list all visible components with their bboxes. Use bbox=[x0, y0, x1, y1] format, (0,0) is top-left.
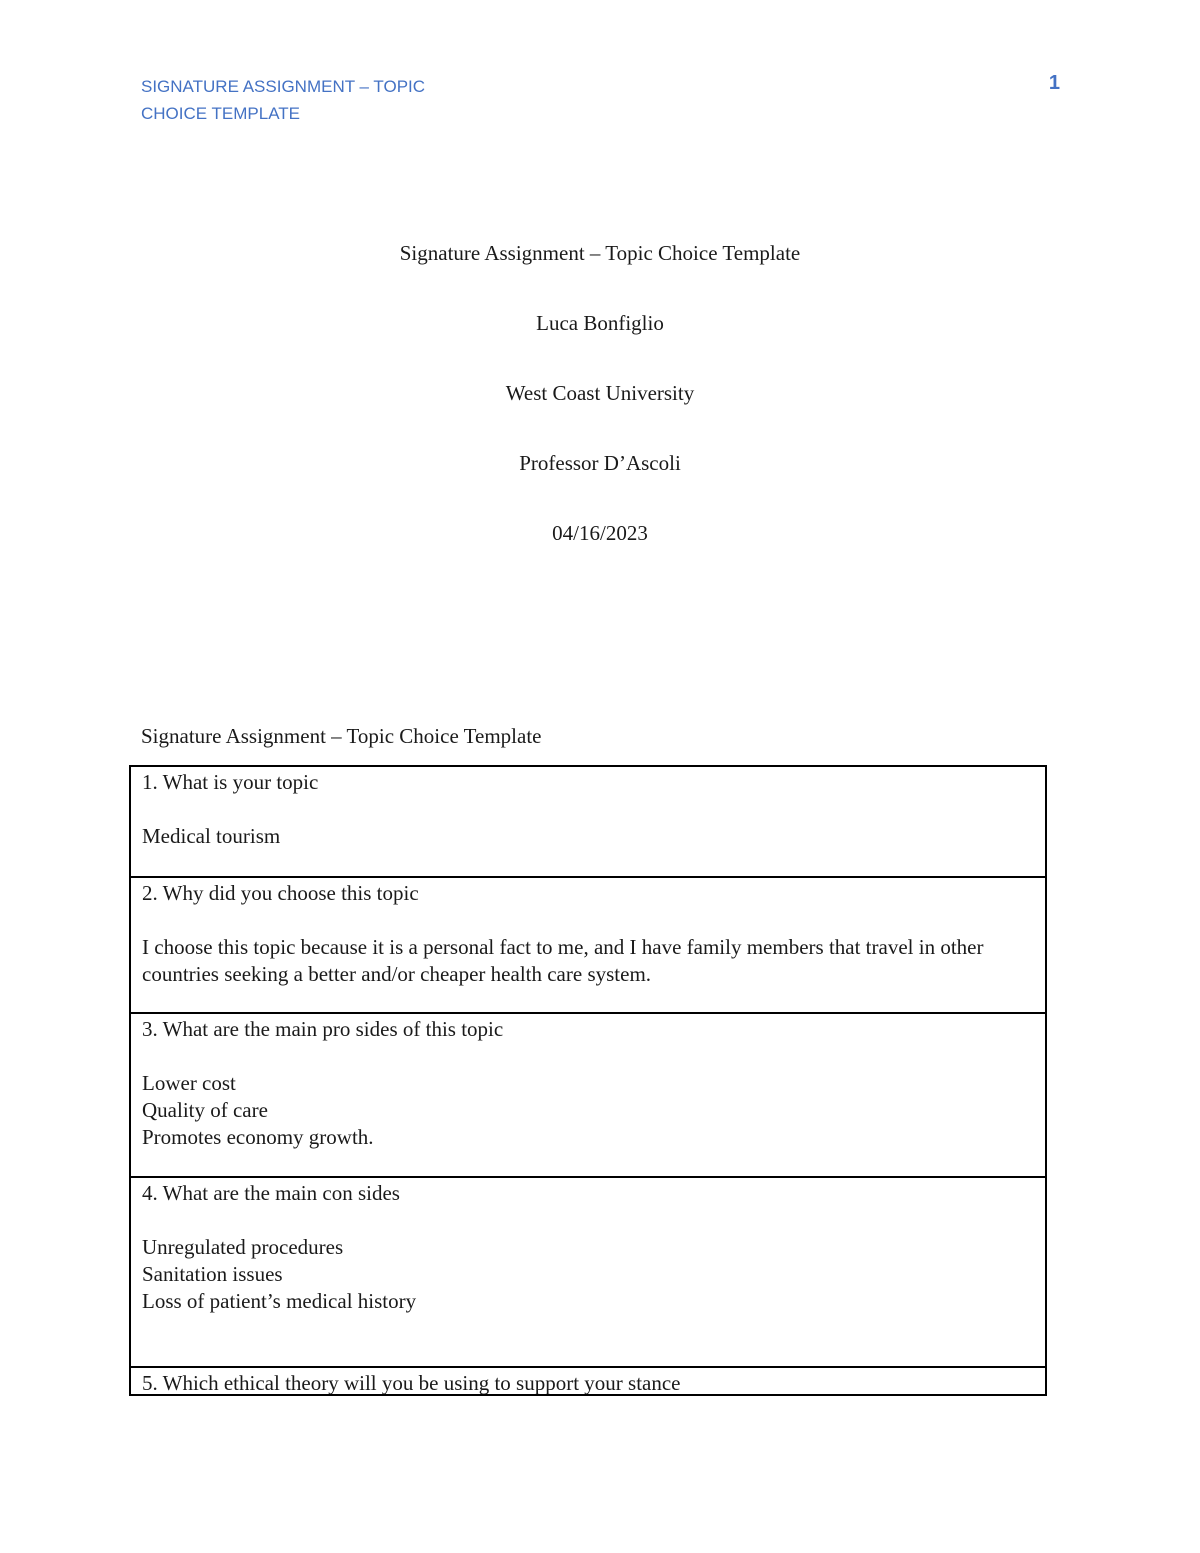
page-number: 1 bbox=[1048, 72, 1060, 94]
author-name: Luca Bonfiglio bbox=[536, 311, 664, 335]
table-row bbox=[131, 1014, 1045, 1178]
table-caption: Signature Assignment – Topic Choice Template bbox=[141, 724, 542, 748]
answer-line: I choose this topic because it is a personal fact to me, and I have family members that travel in other countries seeking a better and/or cheaper health care system. bbox=[142, 935, 984, 986]
table-row bbox=[131, 1368, 1045, 1394]
table-row bbox=[131, 1178, 1045, 1368]
submission-date: 04/16/2023 bbox=[552, 521, 648, 545]
answer-line: Promotes economy growth. bbox=[142, 1125, 374, 1149]
question-2: 2. Why did you choose this topic bbox=[142, 881, 419, 905]
question-1: 1. What is your topic bbox=[142, 770, 319, 794]
professor-name: Professor D’Ascoli bbox=[519, 451, 681, 475]
table-row bbox=[131, 767, 1045, 878]
document-title: Signature Assignment – Topic Choice Template bbox=[399, 241, 801, 265]
running-head bbox=[141, 73, 461, 127]
table-row bbox=[131, 878, 1045, 1014]
question-3: 3. What are the main pro sides of this topic bbox=[142, 1017, 504, 1041]
answer-line: Quality of care bbox=[142, 1098, 268, 1122]
institution-name: West Coast University bbox=[505, 381, 695, 405]
answer-line: Unregulated procedures bbox=[142, 1235, 344, 1259]
question-5: 5. Which ethical theory will you be using to support your stance bbox=[142, 1371, 681, 1394]
answer-line: Lower cost bbox=[142, 1071, 236, 1095]
answer-line: Sanitation issues bbox=[142, 1262, 283, 1286]
title-page-block bbox=[0, 236, 1200, 586]
answer-line: Loss of patient’s medical history bbox=[142, 1289, 417, 1313]
running-head-line-1: SIGNATURE ASSIGNMENT – TOPIC bbox=[141, 77, 426, 96]
answer-line: Medical tourism bbox=[142, 824, 281, 848]
question-4: 4. What are the main con sides bbox=[142, 1181, 400, 1205]
running-head-line-2: CHOICE TEMPLATE bbox=[141, 104, 301, 123]
topic-choice-table bbox=[129, 765, 1047, 1396]
